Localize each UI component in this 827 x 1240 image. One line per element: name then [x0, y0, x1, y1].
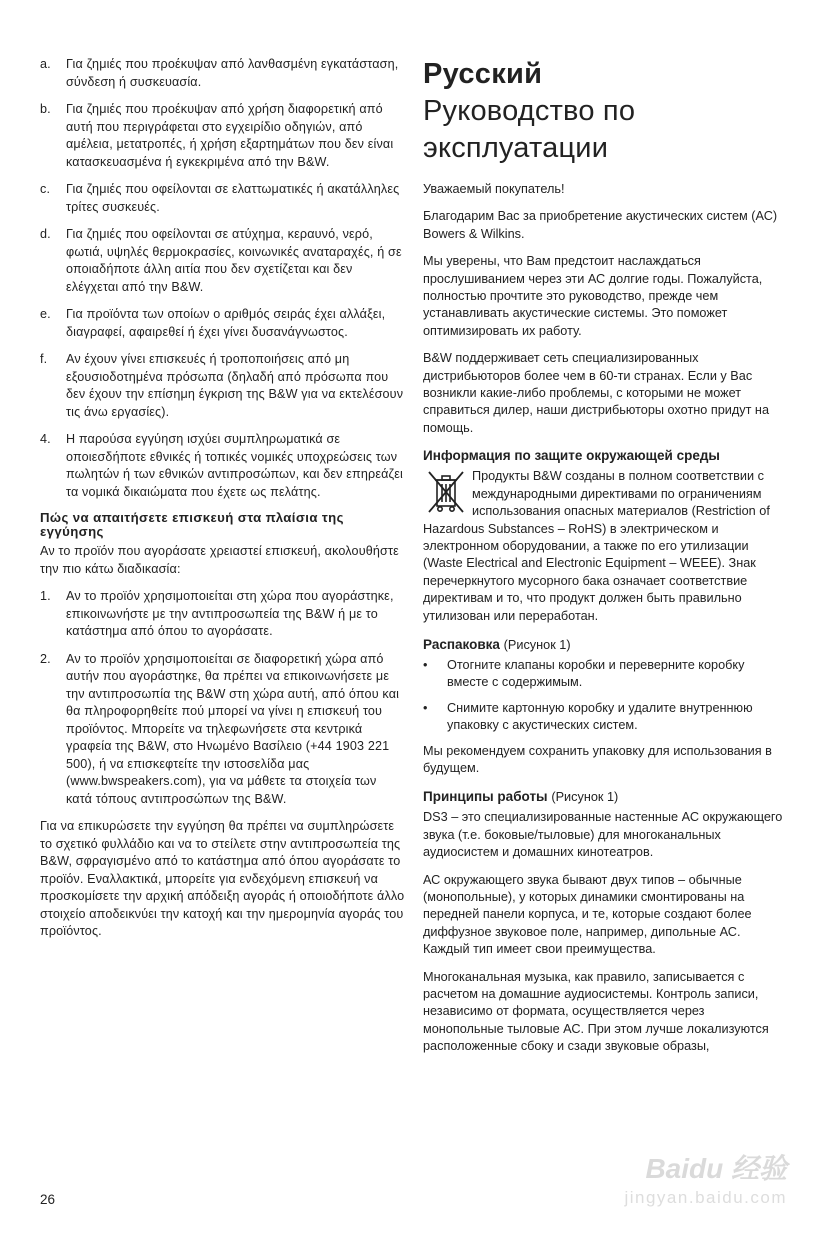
intro-paragraph: Мы уверены, что Вам предстоит наслаждаться прослушиванием через эти АС долгие годы. Пожалуйста, полностью прочтите это руководство, прежде чем устанавливать акустические системы. Это поможет оптимизировать их работу.: [423, 254, 763, 338]
language-heading: Русский: [423, 58, 543, 90]
manual-title: Руководство по эксплуатации: [423, 95, 636, 164]
crossed-bin-icon: [423, 468, 469, 516]
unpacking-title: Распаковка: [423, 636, 500, 652]
list-marker: 2.: [40, 651, 51, 666]
greek-heading-block: [40, 511, 406, 539]
watermark-url: jingyan.baidu.com: [624, 1188, 787, 1207]
list-item-text: Για ζημιές που οφείλονται σε ατύχημα, κεραυνό, νερό, φωτιά, υψηλές θερμοκρασίες, κοινωνικές αναταραχές, ή σε οποιαδήποτε άλλη αιτία που δεν σχετίζεται και δεν ελέγχεται από την B&W.: [66, 227, 402, 294]
bullet-item: [423, 657, 785, 692]
list-marker: 4.: [40, 432, 51, 446]
list-marker: c.: [40, 182, 51, 196]
bullet-text: Отогните клапаны коробки и переверните коробку вместе с содержимым.: [447, 657, 745, 690]
list-marker: d.: [40, 227, 51, 241]
warranty-exclusions-list: [40, 56, 406, 501]
unpacking-figure-ref: (Рисунок 1): [503, 637, 571, 652]
principles-heading: [423, 789, 785, 805]
bullet-text: Снимите картонную коробку и удалите внутреннюю упаковку с акустических систем.: [447, 700, 753, 733]
principles-title: Принципы работы: [423, 789, 548, 805]
list-item-text: Αν το προϊόν χρησιμοποιείται στη χώρα που αγοράστηκε, επικοινωνήστε με την αντιπροσωπεία της B&W ή με το κατάστημα από όπου το αγοράσατε.: [66, 589, 394, 638]
watermark-logo: Baidu 经验: [645, 1153, 787, 1184]
warranty-step: [40, 651, 406, 809]
list-item-text: Για ζημιές που προέκυψαν από λανθασμένη εγκατάσταση, σύνδεση ή συσκευασία.: [66, 57, 399, 89]
page-number: 26: [40, 1192, 56, 1207]
list-item-text: Η παρούσα εγγύηση ισχύει συμπληρωματικά σε οποιεσδήποτε εθνικές ή τοπικές νομικές υποχρεώσεις των πωλητών ή των εθνικών αντιπροσώπων, και δεν επηρεάζει τα νομικά δικαιώματα που έχετε ως πελάτης.: [66, 432, 403, 499]
principles-paragraph-1: DS3 – это специализированные настенные АС окружающего звука (т.е. боковые/тыловые) для многоканальных аудиосистем и домашних кинотеатров.: [423, 810, 783, 860]
watermark: [624, 1154, 787, 1208]
list-item-text: Για προϊόντα των οποίων ο αριθμός σειράς έχει αλλάξει, διαγραφεί, αφαιρεθεί ή έχει γίνει δυσανάγνωστος.: [66, 307, 386, 339]
exclusion-item: [40, 306, 406, 341]
warranty-steps-list: [40, 588, 406, 808]
environment-paragraph: [423, 468, 785, 625]
bullet-icon: •: [423, 657, 428, 672]
unpacking-steps: [423, 657, 785, 735]
list-item-text: Αν το προϊόν χρησιμοποιείται σε διαφορετική χώρα από αυτήν που αγοράστηκε, θα πρέπει να επικοινωνήσετε με την αντιπροσωπία της B&W στη χώρα αυτή, από όπου και θα πληροφορηθείτε πού μπορεί να γίνει η επισκευή του προϊόντος. Μπορείτε να τηλεφωνήσετε στα κεντρικά γραφεία της B&W, στο Ηνωμένο Βασίλειο (+44 1903 221 500), ή να επισκεφτείτε την ιστοσελίδα μας (www.bwspeakers.com), για να μάθετε τα στοιχεία των κατά τόπους αντιπροσώπων της B&W.: [66, 651, 400, 806]
list-marker: e.: [40, 307, 51, 321]
environment-text: Продукты B&W созданы в полном соответствии с международными директивами по ограничениям использования опасных материалов (Restriction of Hazardous Substances – RoHS) в электрическом и электронном оборудовании, а также по его утилизации (Waste Electrical and Electronic Equipment – WEEE). Знак перечеркнутого мусорного бака означает соответствие директивам и то, что продукт должен быть правильно утилизован или переработан.: [423, 469, 770, 623]
list-marker: 1.: [40, 589, 51, 603]
environment-heading: Информация по защите окружающей среды: [423, 448, 720, 464]
bullet-item: [423, 700, 785, 735]
list-item-text: Για ζημιές που προέκυψαν από χρήση διαφορετική από αυτή που περιγράφεται στο εγχειρίδιο οδηγιών, από αμέλεια, μετατροπές, ή χρήση εξαρτημάτων που δεν είναι κατασκευασμένα ή εγκεκριμένα από την B&W.: [66, 102, 394, 169]
exclusion-item: [40, 56, 406, 91]
principles-paragraph-2: АС окружающего звука бывают двух типов – обычные (монопольные), у которых динамики смонтированы на передней панели корпуса, и те, которые создают более диффузное звуковое поле, например, дипольные АС. Каждый тип имеет свои преимущества.: [423, 872, 752, 957]
distributors-paragraph: B&W поддерживает сеть специализированных дистрибьюторов более чем в 60-ти странах. Если у Вас возникли какие-либо проблемы, с которыми не может справиться дилер, наши дистрибьюторы охотно придут на помощь.: [423, 351, 769, 435]
unpacking-note: Мы рекомендуем сохранить упаковку для использования в будущем.: [423, 743, 772, 775]
bullet-icon: •: [423, 700, 428, 715]
russian-column: [423, 56, 785, 1066]
exclusion-item: [40, 431, 406, 501]
principles-figure-ref: (Рисунок 1): [551, 790, 619, 805]
list-marker: b.: [40, 102, 51, 116]
greek-intro: Αν το προϊόν που αγοράσατε χρειαστεί επισκευή, ακολουθήστε την πιο κάτω διαδικασία:: [40, 544, 399, 576]
thanks-paragraph: Благодарим Вас за приобретение акустических систем (АС) Bowers & Wilkins.: [423, 209, 778, 241]
greeting: Уважаемый покупатель!: [423, 182, 565, 196]
unpacking-heading: [423, 637, 785, 653]
exclusion-item: [40, 226, 406, 296]
greek-column: [40, 56, 406, 951]
list-marker: f.: [40, 352, 48, 366]
exclusion-item: [40, 351, 406, 421]
principles-paragraph-3: Многоканальная музыка, как правило, записывается с расчетом на домашние аудиосистемы. Контроль записи, независимо от формата, осуществляется через монопольные тыловые АС. При этом лучше локализуются расположенные сбоку и сзади звуковые образы,: [423, 969, 769, 1054]
warranty-step: [40, 588, 406, 641]
list-item-text: Αν έχουν γίνει επισκευές ή τροποποιήσεις από μη εξουσιοδοτημένα πρόσωπα (δηλαδή από πρόσωπα που δεν έχουν την επίσημη έγκριση της B&W για να εκτελέσουν τις άνω εργασίες).: [66, 352, 404, 419]
list-marker: a.: [40, 57, 51, 71]
greek-closing-paragraph: Για να επικυρώσετε την εγγύηση θα πρέπει να συμπληρώσετε το σχετικό φυλλάδιο και να το στείλετε στην αντιπροσωπεία της B&W, σφραγισμένο από το κατάστημα από όπου αγοράσατε το προϊόν. Εναλλακτικά, μπορείτε για ενδεχόμενη επισκευή να προσκομίσετε την αρχική απόδειξη αγοράς ή οποιοδήποτε άλλο στοιχείο αποδεικνύει την κατοχή και την ημερομηνία αγοράς του προϊόντος.: [40, 819, 405, 938]
exclusion-item: [40, 101, 406, 171]
exclusion-item: [40, 181, 406, 216]
list-item-text: Για ζημιές που οφείλονται σε ελαττωματικές ή ακατάλληλες τρίτες συσκευές.: [66, 182, 400, 214]
greek-section-heading: Πώς να απαιτήσετε επισκευή στα πλαίσια της εγγύησης: [40, 510, 344, 539]
